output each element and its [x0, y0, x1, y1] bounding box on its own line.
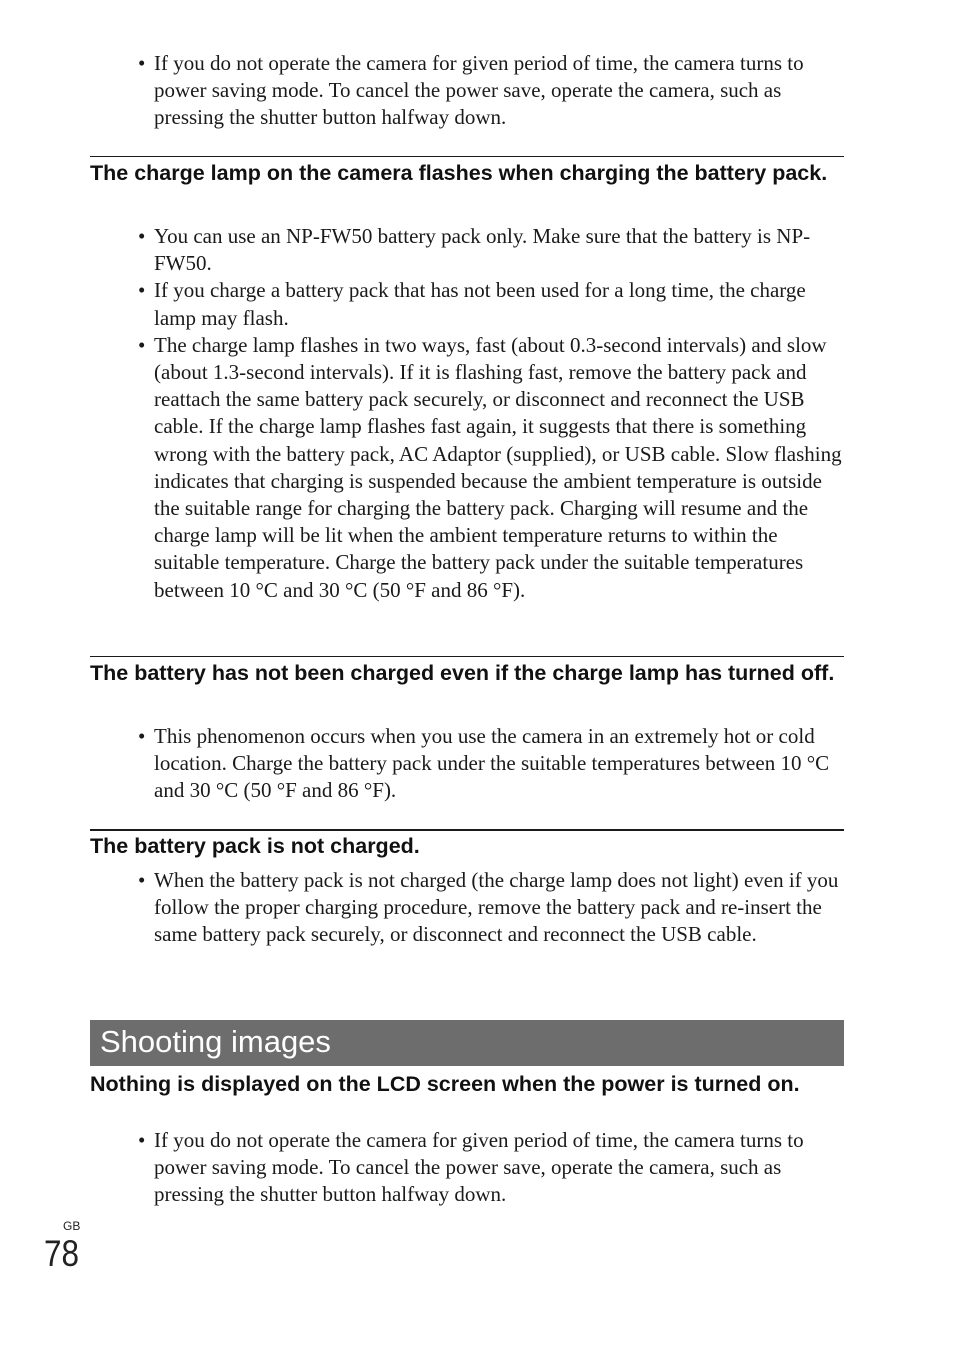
bullet-marker: •: [138, 51, 146, 75]
bullet-text: If you charge a battery pack that has not been used for a long time, the charge lamp may flash.: [154, 278, 806, 330]
bullet-marker: •: [138, 724, 146, 748]
bullet-marker: •: [138, 332, 146, 357]
region-code: GB: [63, 1219, 81, 1233]
section-bullet-list: [138, 1127, 844, 1209]
bullet-text: When the battery pack is not charged (the charge lamp does not light) even if you follow the proper charging procedure, remove the battery pack and re-insert the same battery pack securely, or disconnect and reconnect the USB cable.: [154, 868, 839, 947]
bullet-text: The charge lamp flashes in two ways, fast (about 0.3-second intervals) and slow (about 1.3-second intervals). If it is flashing fast, remove the battery pack and reattach the same battery pack securely, or disconnect and reconnect the USB cable. If the charge lamp flashes fast again, it suggests that there is something wrong with the battery pack, AC Adaptor (supplied), or USB cable. Slow flashing indicates that charging is suspended because the ambient temperature is outside the suitable range for charging the battery pack. Charging will resume and the charge lamp will be lit when the ambient temperature returns to within the suitable temperature. Charge the battery pack under the suitable temperatures between 10 °C and 30 °C (50 °F and 86 °F).: [154, 332, 842, 602]
troubleshooting-heading: The battery has not been charged even if the charge lamp has turned off.: [90, 661, 835, 685]
list-item: [138, 867, 844, 949]
bullet-text: This phenomenon occurs when you use the camera in an extremely hot or cold location. Charge the battery pack under the suitable temperatures between 10 °C and 30 °C (50 °F and 86 °F).: [154, 724, 830, 803]
section-title-bar: [90, 1020, 844, 1066]
section-divider: [90, 829, 844, 831]
bullet-text: If you do not operate the camera for given period of time, the camera turns to power saving mode. To cancel the power save, operate the camera, such as pressing the shutter button halfway down.: [154, 1128, 804, 1207]
page-number: 78: [44, 1233, 79, 1274]
section-divider: [90, 656, 844, 657]
bullet-marker: •: [138, 224, 146, 248]
section-bullet-list: [138, 723, 844, 805]
section-title: Shooting images: [100, 1024, 331, 1059]
troubleshooting-heading: Nothing is displayed on the LCD screen when the power is turned on.: [90, 1072, 800, 1096]
intro-bullet-list: [138, 50, 844, 132]
bullet-marker: •: [138, 868, 146, 892]
bullet-marker: •: [138, 278, 146, 303]
list-item: [138, 332, 844, 604]
section-bullet-list: [138, 223, 844, 604]
troubleshooting-heading: The charge lamp on the camera flashes when charging the battery pack.: [90, 161, 828, 185]
list-item: [138, 277, 844, 331]
list-item: [138, 723, 844, 805]
troubleshooting-heading: The battery pack is not charged.: [90, 834, 420, 858]
bullet-marker: •: [138, 1128, 146, 1152]
list-item: [138, 1127, 844, 1209]
list-item: [138, 50, 844, 132]
bullet-text: You can use an NP-FW50 battery pack only. Make sure that the battery is NP-FW50.: [154, 224, 811, 276]
section-bullet-list: [138, 867, 844, 949]
section-divider: [90, 156, 844, 157]
bullet-text: If you do not operate the camera for given period of time, the camera turns to power saving mode. To cancel the power save, operate the camera, such as pressing the shutter button halfway down.: [154, 51, 804, 130]
list-item: [138, 223, 844, 277]
